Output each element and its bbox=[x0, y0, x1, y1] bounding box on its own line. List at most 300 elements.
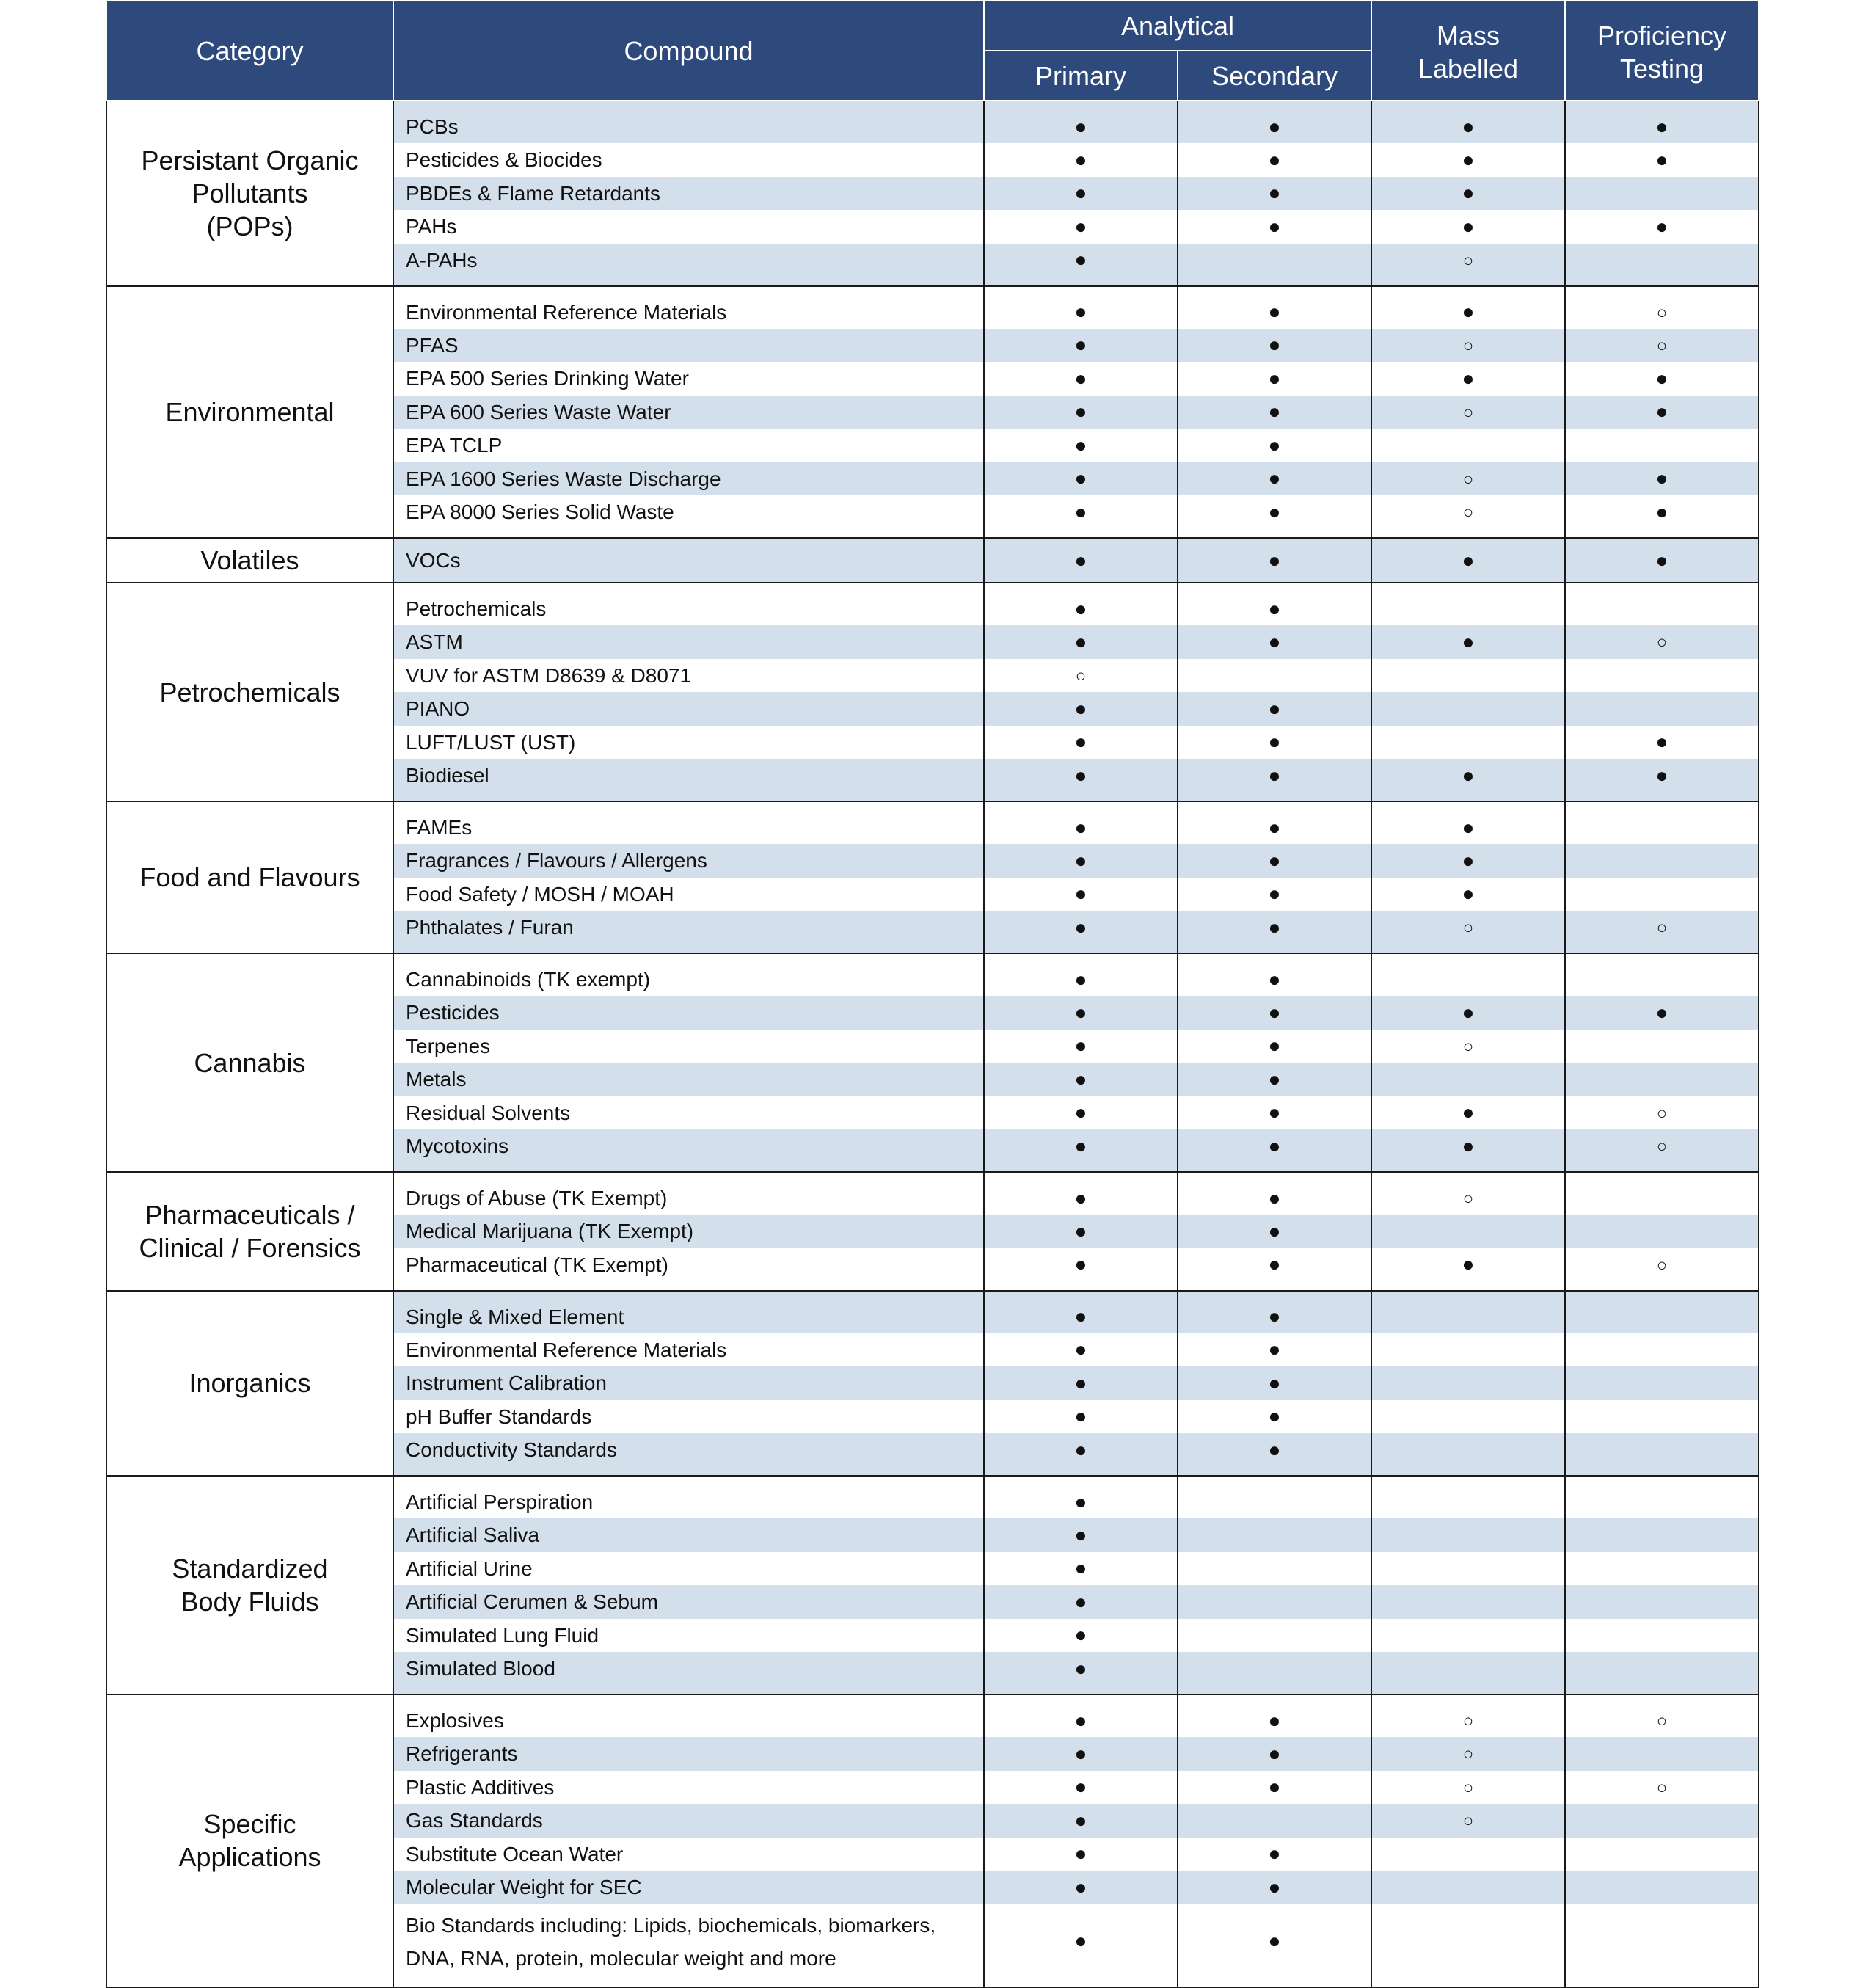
filled-dot-icon: ● bbox=[1462, 214, 1475, 238]
filled-dot-icon: ● bbox=[1074, 214, 1087, 238]
open-circle-icon: ○ bbox=[1656, 918, 1668, 938]
filled-dot-icon: ● bbox=[1655, 400, 1668, 423]
open-circle-icon: ○ bbox=[1462, 402, 1474, 423]
category-cell: Specific Applications bbox=[106, 1694, 393, 1987]
cell-secondary bbox=[1178, 101, 1371, 143]
filled-dot-icon: ● bbox=[1074, 630, 1087, 653]
cell-mass-labelled bbox=[1371, 143, 1565, 177]
filled-dot-icon: ● bbox=[1074, 1523, 1087, 1546]
filled-dot-icon: ● bbox=[1268, 1219, 1281, 1242]
header-analytical: Analytical bbox=[984, 1, 1371, 51]
cell-mass-labelled bbox=[1371, 286, 1565, 329]
filled-dot-icon: ● bbox=[1462, 300, 1475, 323]
filled-dot-icon: ● bbox=[1074, 1405, 1087, 1428]
cell-primary bbox=[984, 1694, 1178, 1737]
filled-dot-icon: ● bbox=[1074, 1067, 1087, 1091]
compound-cell: Cannabinoids (TK exempt) bbox=[393, 953, 984, 996]
cell-secondary bbox=[1178, 1366, 1371, 1400]
cell-secondary bbox=[1178, 878, 1371, 911]
header-proficiency-testing: Proficiency Testing bbox=[1565, 1, 1759, 101]
cell-primary bbox=[984, 759, 1178, 801]
open-circle-icon: ○ bbox=[1462, 1711, 1474, 1731]
filled-dot-icon: ● bbox=[1074, 1590, 1087, 1613]
filled-dot-icon: ● bbox=[1074, 333, 1087, 357]
filled-dot-icon: ● bbox=[1074, 882, 1087, 906]
cell-secondary bbox=[1178, 429, 1371, 462]
cell-secondary bbox=[1178, 1400, 1371, 1434]
cell-secondary bbox=[1178, 286, 1371, 329]
filled-dot-icon: ● bbox=[1074, 1556, 1087, 1580]
cell-secondary bbox=[1178, 329, 1371, 363]
cell-proficiency-testing bbox=[1565, 462, 1759, 496]
cell-mass-labelled bbox=[1371, 801, 1565, 844]
cell-secondary bbox=[1178, 177, 1371, 211]
cell-secondary bbox=[1178, 692, 1371, 726]
compound-cell: Medical Marijuana (TK Exempt) bbox=[393, 1215, 984, 1248]
compound-cell: Drugs of Abuse (TK Exempt) bbox=[393, 1172, 984, 1215]
cell-mass-labelled bbox=[1371, 329, 1565, 363]
cell-proficiency-testing bbox=[1565, 1804, 1759, 1838]
compound-cell: pH Buffer Standards bbox=[393, 1400, 984, 1434]
filled-dot-icon: ● bbox=[1074, 114, 1087, 138]
filled-dot-icon: ● bbox=[1268, 1186, 1281, 1209]
header-primary: Primary bbox=[984, 51, 1178, 101]
filled-dot-icon: ● bbox=[1268, 915, 1281, 939]
open-circle-icon: ○ bbox=[1462, 469, 1474, 489]
open-circle-icon: ○ bbox=[1462, 1777, 1474, 1798]
filled-dot-icon: ● bbox=[1655, 500, 1668, 523]
filled-dot-icon: ● bbox=[1074, 467, 1087, 490]
compound-cell: Terpenes bbox=[393, 1030, 984, 1063]
open-circle-icon: ○ bbox=[1462, 503, 1474, 523]
cell-proficiency-testing bbox=[1565, 1172, 1759, 1215]
compound-cell: Simulated Blood bbox=[393, 1652, 984, 1694]
open-circle-icon: ○ bbox=[1462, 1744, 1474, 1765]
cell-secondary bbox=[1178, 1871, 1371, 1904]
filled-dot-icon: ● bbox=[1462, 1134, 1475, 1157]
cell-mass-labelled bbox=[1371, 759, 1565, 801]
filled-dot-icon: ● bbox=[1268, 333, 1281, 357]
filled-dot-icon: ● bbox=[1074, 848, 1087, 872]
cell-primary bbox=[984, 329, 1178, 363]
cell-mass-labelled bbox=[1371, 996, 1565, 1030]
cell-secondary bbox=[1178, 844, 1371, 878]
filled-dot-icon: ● bbox=[1462, 1253, 1475, 1275]
filled-dot-icon: ● bbox=[1268, 1875, 1281, 1898]
table-row bbox=[106, 1172, 1759, 1215]
filled-dot-icon: ● bbox=[1268, 1134, 1281, 1157]
compound-cell: LUFT/LUST (UST) bbox=[393, 726, 984, 760]
compound-cell: VUV for ASTM D8639 & D8071 bbox=[393, 659, 984, 693]
filled-dot-icon: ● bbox=[1268, 1842, 1281, 1865]
filled-dot-icon: ● bbox=[1462, 548, 1475, 572]
filled-dot-icon: ● bbox=[1074, 148, 1087, 171]
header-secondary: Secondary bbox=[1178, 51, 1371, 101]
filled-dot-icon: ● bbox=[1074, 1253, 1087, 1275]
compound-cell: PBDEs & Flame Retardants bbox=[393, 177, 984, 211]
cell-proficiency-testing bbox=[1565, 659, 1759, 693]
cell-mass-labelled bbox=[1371, 1552, 1565, 1586]
cell-secondary bbox=[1178, 1215, 1371, 1248]
cell-proficiency-testing bbox=[1565, 625, 1759, 659]
cell-mass-labelled bbox=[1371, 429, 1565, 462]
compound-cell: ASTM bbox=[393, 625, 984, 659]
cell-primary bbox=[984, 462, 1178, 496]
filled-dot-icon: ● bbox=[1655, 548, 1668, 572]
cell-secondary bbox=[1178, 1248, 1371, 1291]
cell-secondary bbox=[1178, 911, 1371, 953]
compound-cell: Bio Standards including: Lipids, biochemicals, biomarkers, DNA, RNA, protein, molecular weight and more bbox=[393, 1904, 984, 1987]
compound-cell: Environmental Reference Materials bbox=[393, 286, 984, 329]
filled-dot-icon: ● bbox=[1074, 1775, 1087, 1799]
cell-secondary bbox=[1178, 1030, 1371, 1063]
cell-secondary bbox=[1178, 1652, 1371, 1694]
cell-secondary bbox=[1178, 143, 1371, 177]
cell-secondary bbox=[1178, 759, 1371, 801]
cell-primary bbox=[984, 362, 1178, 396]
cell-mass-labelled bbox=[1371, 362, 1565, 396]
cell-proficiency-testing bbox=[1565, 726, 1759, 760]
filled-dot-icon: ● bbox=[1268, 1438, 1281, 1461]
cell-mass-labelled bbox=[1371, 1694, 1565, 1737]
cell-proficiency-testing bbox=[1565, 1737, 1759, 1771]
cell-mass-labelled bbox=[1371, 244, 1565, 286]
cell-proficiency-testing bbox=[1565, 801, 1759, 844]
table-row bbox=[106, 1476, 1759, 1518]
open-circle-icon: ○ bbox=[1075, 666, 1087, 686]
cell-secondary bbox=[1178, 1096, 1371, 1130]
compound-cell: Residual Solvents bbox=[393, 1096, 984, 1130]
cell-proficiency-testing bbox=[1565, 1904, 1759, 1987]
cell-primary bbox=[984, 538, 1178, 583]
filled-dot-icon: ● bbox=[1074, 696, 1087, 720]
open-circle-icon: ○ bbox=[1656, 335, 1668, 356]
cell-secondary bbox=[1178, 1585, 1371, 1619]
filled-dot-icon: ● bbox=[1268, 1253, 1281, 1275]
filled-dot-icon: ● bbox=[1462, 366, 1475, 390]
cell-mass-labelled bbox=[1371, 1333, 1565, 1367]
cell-proficiency-testing bbox=[1565, 1838, 1759, 1871]
cell-primary bbox=[984, 1030, 1178, 1063]
cell-primary bbox=[984, 1063, 1178, 1096]
cell-secondary bbox=[1178, 396, 1371, 429]
cell-proficiency-testing bbox=[1565, 1694, 1759, 1737]
cell-mass-labelled bbox=[1371, 1248, 1565, 1291]
cell-secondary bbox=[1178, 801, 1371, 844]
filled-dot-icon: ● bbox=[1462, 181, 1475, 205]
filled-dot-icon: ● bbox=[1074, 1034, 1087, 1057]
cell-primary bbox=[984, 429, 1178, 462]
cell-primary bbox=[984, 177, 1178, 211]
cell-secondary bbox=[1178, 1433, 1371, 1476]
filled-dot-icon: ● bbox=[1268, 1338, 1281, 1361]
compound-cell: Artificial Saliva bbox=[393, 1518, 984, 1552]
cell-secondary bbox=[1178, 1172, 1371, 1215]
filled-dot-icon: ● bbox=[1655, 114, 1668, 138]
cell-mass-labelled bbox=[1371, 659, 1565, 693]
category-cell: Petrochemicals bbox=[106, 583, 393, 801]
filled-dot-icon: ● bbox=[1074, 1808, 1087, 1832]
cell-primary bbox=[984, 1771, 1178, 1805]
cell-proficiency-testing bbox=[1565, 210, 1759, 244]
compound-cell: Biodiesel bbox=[393, 759, 984, 801]
compound-cell: EPA 8000 Series Solid Waste bbox=[393, 495, 984, 538]
cell-mass-labelled bbox=[1371, 495, 1565, 538]
cell-mass-labelled bbox=[1371, 538, 1565, 583]
category-cell: Inorganics bbox=[106, 1291, 393, 1477]
cell-primary bbox=[984, 1400, 1178, 1434]
cell-mass-labelled bbox=[1371, 844, 1565, 878]
cell-secondary bbox=[1178, 726, 1371, 760]
open-circle-icon: ○ bbox=[1656, 1137, 1668, 1157]
cell-mass-labelled bbox=[1371, 726, 1565, 760]
filled-dot-icon: ● bbox=[1462, 1101, 1475, 1124]
filled-dot-icon: ● bbox=[1462, 114, 1475, 138]
open-circle-icon: ○ bbox=[1656, 633, 1668, 653]
filled-dot-icon: ● bbox=[1268, 500, 1281, 523]
filled-dot-icon: ● bbox=[1074, 1929, 1087, 1952]
cell-secondary bbox=[1178, 1904, 1371, 1987]
cell-primary bbox=[984, 1585, 1178, 1619]
cell-secondary bbox=[1178, 462, 1371, 496]
cell-mass-labelled bbox=[1371, 1096, 1565, 1130]
cell-primary bbox=[984, 1652, 1178, 1694]
cell-mass-labelled bbox=[1371, 1619, 1565, 1653]
cell-proficiency-testing bbox=[1565, 1400, 1759, 1434]
compound-cell: Plastic Additives bbox=[393, 1771, 984, 1805]
table-header bbox=[106, 1, 1759, 101]
filled-dot-icon: ● bbox=[1268, 181, 1281, 205]
cell-primary bbox=[984, 844, 1178, 878]
cell-mass-labelled bbox=[1371, 462, 1565, 496]
cell-primary bbox=[984, 1552, 1178, 1586]
filled-dot-icon: ● bbox=[1074, 1842, 1087, 1865]
table-row bbox=[106, 801, 1759, 844]
cell-secondary bbox=[1178, 1333, 1371, 1367]
cell-mass-labelled bbox=[1371, 210, 1565, 244]
cell-primary bbox=[984, 1333, 1178, 1367]
cell-primary bbox=[984, 1096, 1178, 1130]
filled-dot-icon: ● bbox=[1074, 1101, 1087, 1124]
open-circle-icon: ○ bbox=[1462, 918, 1474, 938]
filled-dot-icon: ● bbox=[1268, 148, 1281, 171]
cell-mass-labelled bbox=[1371, 1737, 1565, 1771]
table-row bbox=[106, 953, 1759, 996]
cell-proficiency-testing bbox=[1565, 143, 1759, 177]
cell-mass-labelled bbox=[1371, 101, 1565, 143]
cell-primary bbox=[984, 1904, 1178, 1987]
cell-secondary bbox=[1178, 1518, 1371, 1552]
filled-dot-icon: ● bbox=[1074, 1875, 1087, 1898]
compound-cell: A-PAHs bbox=[393, 244, 984, 286]
cell-primary bbox=[984, 625, 1178, 659]
compound-cell: Environmental Reference Materials bbox=[393, 1333, 984, 1367]
cell-primary bbox=[984, 801, 1178, 844]
compound-cell: Metals bbox=[393, 1063, 984, 1096]
table-row bbox=[106, 1291, 1759, 1333]
filled-dot-icon: ● bbox=[1268, 696, 1281, 720]
compound-cell: FAMEs bbox=[393, 801, 984, 844]
cell-mass-labelled bbox=[1371, 396, 1565, 429]
cell-primary bbox=[984, 396, 1178, 429]
product-matrix-table bbox=[106, 0, 1759, 1988]
filled-dot-icon: ● bbox=[1462, 882, 1475, 906]
cell-primary bbox=[984, 996, 1178, 1030]
cell-mass-labelled bbox=[1371, 1215, 1565, 1248]
table-row bbox=[106, 101, 1759, 143]
cell-secondary bbox=[1178, 362, 1371, 396]
cell-mass-labelled bbox=[1371, 583, 1565, 625]
filled-dot-icon: ● bbox=[1268, 882, 1281, 906]
cell-primary bbox=[984, 1838, 1178, 1871]
cell-proficiency-testing bbox=[1565, 1063, 1759, 1096]
header-compound: Compound bbox=[393, 1, 984, 101]
cell-proficiency-testing bbox=[1565, 396, 1759, 429]
cell-mass-labelled bbox=[1371, 177, 1565, 211]
cell-primary bbox=[984, 583, 1178, 625]
cell-mass-labelled bbox=[1371, 1652, 1565, 1694]
cell-mass-labelled bbox=[1371, 1433, 1565, 1476]
open-circle-icon: ○ bbox=[1462, 1811, 1474, 1832]
filled-dot-icon: ● bbox=[1268, 1929, 1281, 1952]
filled-dot-icon: ● bbox=[1268, 848, 1281, 872]
filled-dot-icon: ● bbox=[1074, 300, 1087, 323]
cell-secondary bbox=[1178, 495, 1371, 538]
open-circle-icon: ○ bbox=[1462, 1036, 1474, 1057]
filled-dot-icon: ● bbox=[1074, 967, 1087, 991]
compound-cell: EPA 500 Series Drinking Water bbox=[393, 362, 984, 396]
filled-dot-icon: ● bbox=[1655, 763, 1668, 787]
filled-dot-icon: ● bbox=[1268, 763, 1281, 787]
filled-dot-icon: ● bbox=[1074, 433, 1087, 456]
filled-dot-icon: ● bbox=[1074, 181, 1087, 205]
filled-dot-icon: ● bbox=[1074, 1623, 1087, 1647]
cell-primary bbox=[984, 911, 1178, 953]
filled-dot-icon: ● bbox=[1074, 815, 1087, 839]
compound-cell: Mycotoxins bbox=[393, 1129, 984, 1172]
filled-dot-icon: ● bbox=[1268, 1101, 1281, 1124]
open-circle-icon: ○ bbox=[1656, 1255, 1668, 1275]
open-circle-icon: ○ bbox=[1462, 335, 1474, 356]
open-circle-icon: ○ bbox=[1656, 1711, 1668, 1731]
compound-cell: Artificial Perspiration bbox=[393, 1476, 984, 1518]
category-cell: Pharmaceuticals / Clinical / Forensics bbox=[106, 1172, 393, 1291]
cell-primary bbox=[984, 210, 1178, 244]
cell-primary bbox=[984, 1871, 1178, 1904]
cell-mass-labelled bbox=[1371, 1771, 1565, 1805]
filled-dot-icon: ● bbox=[1268, 114, 1281, 138]
cell-proficiency-testing bbox=[1565, 362, 1759, 396]
filled-dot-icon: ● bbox=[1074, 1741, 1087, 1765]
cell-primary bbox=[984, 1291, 1178, 1333]
filled-dot-icon: ● bbox=[1462, 1000, 1475, 1024]
cell-primary bbox=[984, 726, 1178, 760]
table-body bbox=[106, 101, 1759, 1987]
cell-mass-labelled bbox=[1371, 1518, 1565, 1552]
compound-cell: Pesticides & Biocides bbox=[393, 143, 984, 177]
cell-primary bbox=[984, 953, 1178, 996]
cell-proficiency-testing bbox=[1565, 1333, 1759, 1367]
cell-secondary bbox=[1178, 244, 1371, 286]
cell-mass-labelled bbox=[1371, 953, 1565, 996]
compound-cell: Substitute Ocean Water bbox=[393, 1838, 984, 1871]
cell-secondary bbox=[1178, 1804, 1371, 1838]
compound-cell: Gas Standards bbox=[393, 1804, 984, 1838]
compound-cell: Phthalates / Furan bbox=[393, 911, 984, 953]
open-circle-icon: ○ bbox=[1462, 250, 1474, 271]
cell-proficiency-testing bbox=[1565, 1652, 1759, 1694]
filled-dot-icon: ● bbox=[1268, 1034, 1281, 1057]
cell-secondary bbox=[1178, 1771, 1371, 1805]
cell-proficiency-testing bbox=[1565, 1552, 1759, 1586]
cell-proficiency-testing bbox=[1565, 286, 1759, 329]
cell-secondary bbox=[1178, 1619, 1371, 1653]
cell-mass-labelled bbox=[1371, 1400, 1565, 1434]
compound-cell: Pesticides bbox=[393, 996, 984, 1030]
cell-proficiency-testing bbox=[1565, 1871, 1759, 1904]
compound-cell: Conductivity Standards bbox=[393, 1433, 984, 1476]
table-row bbox=[106, 583, 1759, 625]
filled-dot-icon: ● bbox=[1074, 1338, 1087, 1361]
cell-proficiency-testing bbox=[1565, 1619, 1759, 1653]
cell-proficiency-testing bbox=[1565, 1518, 1759, 1552]
compound-cell: Simulated Lung Fluid bbox=[393, 1619, 984, 1653]
filled-dot-icon: ● bbox=[1074, 1656, 1087, 1680]
cell-proficiency-testing bbox=[1565, 538, 1759, 583]
cell-primary bbox=[984, 1619, 1178, 1653]
cell-mass-labelled bbox=[1371, 1172, 1565, 1215]
filled-dot-icon: ● bbox=[1268, 1405, 1281, 1428]
cell-mass-labelled bbox=[1371, 1030, 1565, 1063]
cell-proficiency-testing bbox=[1565, 1433, 1759, 1476]
compound-cell: Fragrances / Flavours / Allergens bbox=[393, 844, 984, 878]
cell-proficiency-testing bbox=[1565, 1366, 1759, 1400]
filled-dot-icon: ● bbox=[1268, 400, 1281, 423]
cell-proficiency-testing bbox=[1565, 1771, 1759, 1805]
cell-mass-labelled bbox=[1371, 625, 1565, 659]
cell-primary bbox=[984, 1518, 1178, 1552]
filled-dot-icon: ● bbox=[1268, 214, 1281, 238]
table-row bbox=[106, 286, 1759, 329]
cell-primary bbox=[984, 143, 1178, 177]
open-circle-icon: ○ bbox=[1462, 1189, 1474, 1209]
filled-dot-icon: ● bbox=[1268, 630, 1281, 653]
cell-proficiency-testing bbox=[1565, 844, 1759, 878]
cell-mass-labelled bbox=[1371, 911, 1565, 953]
cell-primary bbox=[984, 1804, 1178, 1838]
open-circle-icon: ○ bbox=[1656, 1777, 1668, 1798]
filled-dot-icon: ● bbox=[1074, 248, 1087, 271]
category-cell: Food and Flavours bbox=[106, 801, 393, 953]
filled-dot-icon: ● bbox=[1074, 1219, 1087, 1242]
cell-mass-labelled bbox=[1371, 878, 1565, 911]
cell-secondary bbox=[1178, 1838, 1371, 1871]
cell-mass-labelled bbox=[1371, 1291, 1565, 1333]
cell-proficiency-testing bbox=[1565, 1030, 1759, 1063]
cell-primary bbox=[984, 1366, 1178, 1400]
filled-dot-icon: ● bbox=[1268, 366, 1281, 390]
filled-dot-icon: ● bbox=[1074, 597, 1087, 620]
filled-dot-icon: ● bbox=[1268, 300, 1281, 323]
cell-secondary bbox=[1178, 1552, 1371, 1586]
compound-cell: Single & Mixed Element bbox=[393, 1291, 984, 1333]
filled-dot-icon: ● bbox=[1074, 730, 1087, 754]
filled-dot-icon: ● bbox=[1074, 1708, 1087, 1732]
compound-cell: VOCs bbox=[393, 538, 984, 583]
filled-dot-icon: ● bbox=[1268, 1000, 1281, 1024]
compound-cell: PIANO bbox=[393, 692, 984, 726]
cell-primary bbox=[984, 1248, 1178, 1291]
